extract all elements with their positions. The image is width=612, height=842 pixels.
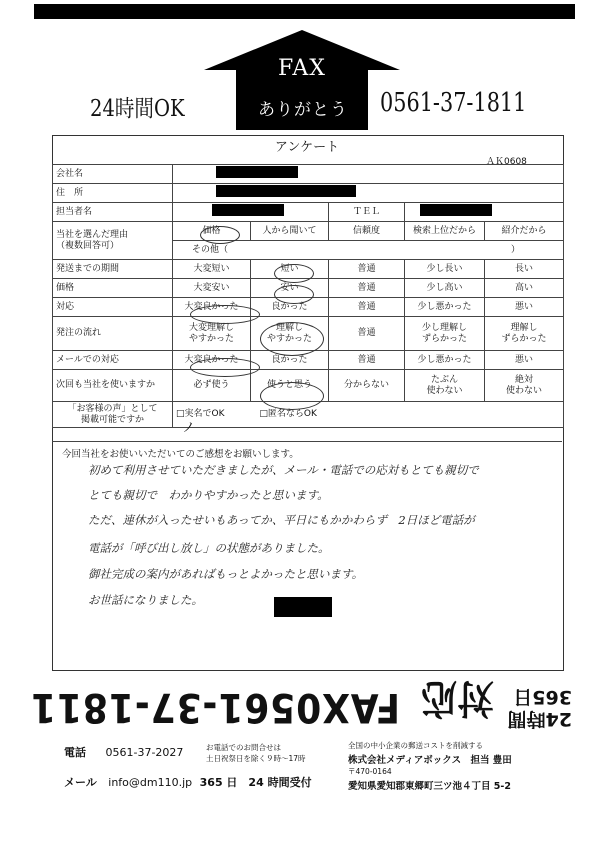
phone-label: 電話	[64, 746, 86, 759]
company-tagline: 全国の中小企業の郵送コストを削減する	[348, 741, 483, 750]
option[interactable]: 大変良かった	[173, 298, 251, 317]
handwritten-line: 電話が「呼び出し放し」の状態がありました。	[88, 541, 330, 555]
check-mark: ノ	[182, 421, 196, 436]
company-label: 会社名	[53, 165, 173, 184]
redacted-contact	[212, 204, 284, 216]
row-label: 発送までの期間	[53, 260, 173, 279]
option[interactable]: 絶対 使わない	[485, 370, 564, 402]
option[interactable]: 理解し やすかった	[251, 317, 329, 351]
contact-value[interactable]	[173, 203, 329, 222]
option[interactable]: 普通	[329, 260, 405, 279]
option[interactable]: 普通	[329, 351, 405, 370]
address-value[interactable]	[173, 184, 564, 203]
top-black-bar	[34, 4, 575, 19]
option[interactable]: 少し理解し ずらかった	[405, 317, 485, 351]
reason-row	[53, 222, 564, 241]
handwritten-line: 初めて利用させていただきましたが、メール・電話での応対もとても親切で	[88, 463, 479, 477]
company-line	[348, 752, 512, 766]
option[interactable]: 必ず使う	[173, 370, 251, 402]
selection-circle	[190, 305, 260, 324]
contact-label: 担当者名	[53, 203, 173, 222]
option[interactable]: 安い	[251, 279, 329, 298]
selection-circle	[274, 285, 314, 304]
option[interactable]: 悪い	[485, 298, 564, 317]
option[interactable]: 少し長い	[405, 260, 485, 279]
option[interactable]: 普通	[329, 298, 405, 317]
fax-title: FAX	[278, 56, 326, 81]
redacted-address	[216, 185, 356, 197]
selection-circle	[260, 322, 324, 356]
phone-note-2: 土日祝祭日を除く９時～17時	[206, 754, 306, 763]
voice-label-2: 掲載可能ですか	[80, 414, 144, 425]
footer-mail	[64, 774, 312, 790]
reason-label-1: 当社を選んだ理由	[56, 230, 129, 241]
mail-note: 365 日 24 時間受付	[199, 776, 312, 789]
option[interactable]: 長い	[485, 260, 564, 279]
email-link[interactable]: info@dm110.jp	[108, 776, 193, 789]
person-name: 豊田	[492, 755, 512, 766]
fax-thanks: ありがとう	[258, 100, 348, 120]
option[interactable]: 短い	[251, 260, 329, 279]
option[interactable]: 大変短い	[173, 260, 251, 279]
banner-hours	[508, 686, 572, 730]
hours-label: 24時間OK	[90, 96, 185, 122]
banner-taiou: 対応	[420, 675, 494, 721]
selection-circle	[260, 382, 324, 410]
checkbox-icon[interactable]: □	[176, 409, 185, 420]
person-label: 担当	[470, 755, 490, 766]
voice-option-real-name[interactable]: 実名でOK	[184, 409, 225, 420]
reason-label	[53, 222, 173, 260]
address-label: 住 所	[53, 184, 173, 203]
option[interactable]: 高い	[485, 279, 564, 298]
handwritten-line: ただ、連休が入ったせいもあってか、平日にもかかわらず 2日ほど電話が	[88, 513, 475, 527]
fax-number: 0561-37-1811	[380, 88, 527, 118]
option[interactable]: 少し悪かった	[405, 298, 485, 317]
redacted-tel	[420, 204, 492, 216]
phone-note-1: お電話でのお問合せは	[206, 743, 281, 752]
contact-row	[53, 203, 564, 222]
handwritten-line: 御社完成の案内があればもっとよかったと思います。	[88, 567, 364, 581]
option[interactable]: 悪い	[485, 351, 564, 370]
banner-24h: 24時間	[507, 708, 572, 730]
option[interactable]: 理解し ずらかった	[485, 317, 564, 351]
inverted-fax-banner	[30, 675, 572, 734]
voice-options	[173, 402, 564, 428]
reason-option[interactable]: 人から聞いて	[251, 222, 329, 241]
selection-circle	[274, 264, 314, 283]
reason-option[interactable]: 価格	[173, 222, 251, 241]
option[interactable]: 普通	[329, 317, 405, 351]
row-label: 発注の流れ	[53, 317, 173, 351]
form-code: ＡＫ0608	[486, 157, 527, 167]
option[interactable]: 少し悪かった	[405, 351, 485, 370]
voice-label	[53, 402, 173, 428]
voice-label-1: 「お客様の声」として	[67, 404, 158, 415]
reason-other-label: その他（	[192, 244, 229, 255]
phone-number[interactable]: 0561-37-2027	[105, 746, 184, 759]
option[interactable]: 良かった	[251, 298, 329, 317]
option[interactable]: 普通	[329, 279, 405, 298]
company-name: 株式会社メディアボックス	[348, 755, 462, 766]
row-label: 価格	[53, 279, 173, 298]
comments-intro: 今回当社をお使いいただいてのご感想をお願いします。	[62, 449, 299, 460]
option[interactable]: 大変安い	[173, 279, 251, 298]
footer-phone	[64, 744, 183, 760]
reason-option[interactable]: 紹介だから	[485, 222, 564, 241]
selection-circle	[200, 226, 240, 244]
option[interactable]: 大変良かった	[173, 351, 251, 370]
phone-note	[206, 742, 306, 764]
redacted-company	[216, 166, 298, 178]
reason-other-close: ）	[511, 244, 521, 255]
postal-code: 〒470-0164	[348, 767, 392, 776]
selection-circle	[190, 358, 260, 377]
reason-option[interactable]: 検索上位だから	[405, 222, 485, 241]
company-value[interactable]	[173, 165, 564, 184]
banner-365: 365日	[513, 686, 572, 708]
reason-other[interactable]	[173, 241, 564, 260]
handwritten-line: とても親切で わかりやすかったと思います。	[88, 488, 329, 502]
row-label: 次回も当社を使いますか	[53, 370, 173, 402]
company-row	[53, 165, 564, 184]
row-label: 対応	[53, 298, 173, 317]
option[interactable]: 分からない	[329, 370, 405, 402]
option[interactable]: 大変理解し やすかった	[173, 317, 251, 351]
option[interactable]: 良かった	[251, 351, 329, 370]
row-label: メールでの対応	[53, 351, 173, 370]
option[interactable]: 使うと思う	[251, 370, 329, 402]
survey-title: アンケート	[274, 140, 340, 155]
redacted-signature	[274, 597, 332, 617]
mail-label: メール	[64, 776, 97, 789]
company-address: 愛知県愛知郡東郷町三ツ池４丁目 5-2	[348, 781, 511, 792]
banner-fax-number: FAX0561-37-1811	[30, 684, 400, 730]
reason-label-2: （複数回答可）	[56, 240, 120, 251]
tel-value[interactable]	[405, 203, 564, 222]
option[interactable]: たぶん 使わない	[405, 370, 485, 402]
tel-label: ＴＥＬ	[329, 203, 405, 222]
voice-option-anonymous[interactable]: 匿名ならOK	[267, 409, 317, 420]
reason-option[interactable]: 信頼度	[329, 222, 405, 241]
checkbox-icon[interactable]: □	[259, 409, 268, 420]
option[interactable]: 少し高い	[405, 279, 485, 298]
address-row	[53, 184, 564, 203]
handwritten-line: お世話になりました。	[88, 593, 203, 607]
